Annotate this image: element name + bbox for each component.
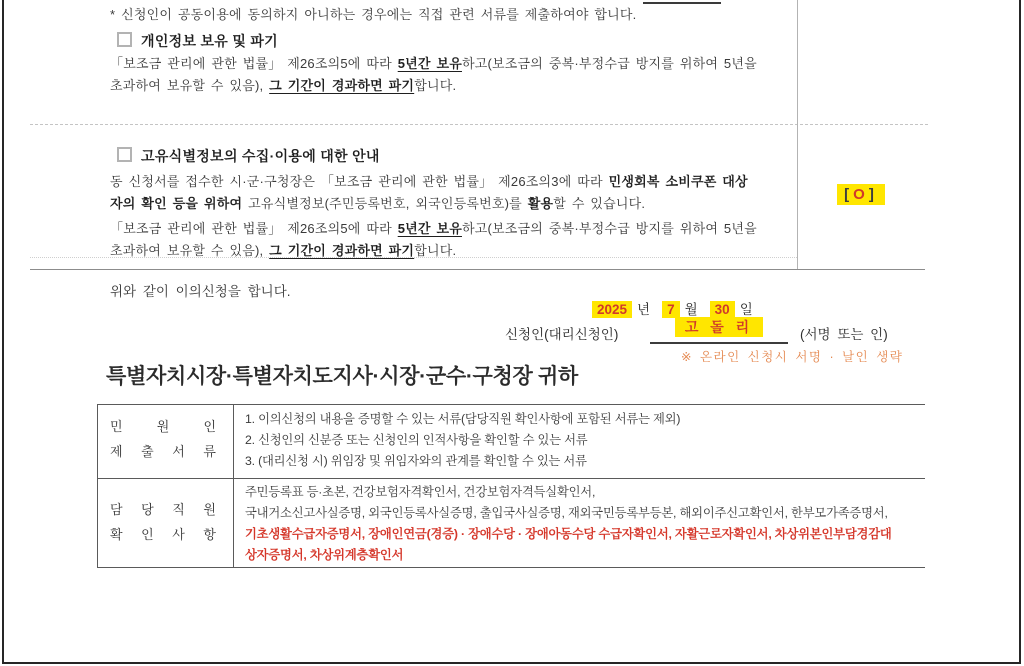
month-label: 월: [684, 302, 698, 317]
sign-or-seal-note: (서명 또는 인): [800, 327, 888, 342]
day-label: 일: [739, 302, 753, 317]
row2-header-cell: [110, 500, 216, 545]
unique-id-title-text: 고유식별정보의 수집·이용에 대한 안내: [141, 148, 380, 164]
table-border-left: [97, 404, 98, 567]
cell-bottom-dotted-line: [30, 257, 797, 258]
row2-header-line1: 담 당 직 원: [110, 502, 216, 517]
answer-bracket-close: ]: [868, 186, 878, 203]
year-label: 년: [637, 302, 651, 317]
page-frame-left: [2, 0, 4, 664]
unique-id-retention-line1: 「보조금 관리에 관한 법률」 제26조의5에 따라 5년간 보유하고(보조금의 중복·부정수급 방지를 위하여 5년을: [110, 221, 757, 236]
recipient-title: 특별자치시장·특별자치도지사·시장·군수·구청장 귀하: [106, 365, 578, 388]
row1-item: 1. 이의신청의 내용을 증명할 수 있는 서류(담당직원 확인사항에 포함된 서류는 제외): [245, 412, 681, 426]
answer-highlight: [837, 184, 885, 205]
row1-item: 3. (대리신청 시) 위임장 및 위임자와의 관계를 확인할 수 있는 서류: [245, 454, 587, 468]
row2-items: [245, 482, 892, 566]
table-border-middle: [97, 478, 925, 479]
row2-item-red: 상자증명서, 차상위계층확인서: [245, 548, 404, 562]
day-field[interactable]: 30: [710, 301, 735, 318]
row1-item: 2. 신청인의 신분증 또는 신청인의 인적사항을 확인할 수 있는 서류: [245, 433, 588, 447]
answer-bracket-open: [: [844, 186, 854, 203]
year-field[interactable]: 2025: [592, 301, 632, 318]
row2-item: 주민등록표 등·초본, 건강보험자격확인서, 건강보험자격득실확인서,: [245, 485, 596, 499]
page-frame-bottom: [2, 662, 1021, 664]
unique-id-use-line2: 자의 확인 등을 위하여 고유식별정보(주민등록번호, 외국인등록번호)를 활용할 수 있습니다.: [110, 196, 646, 211]
co-use-note: * 신청인이 공동이용에 동의하지 아니하는 경우에는 직접 관련 서류를 제출하여야 합니다.: [110, 7, 637, 22]
unique-id-retention-line2: 초과하여 보유할 수 있음), 그 기간이 경과하면 파기합니다.: [110, 243, 457, 258]
table-border-bottom: [97, 567, 925, 568]
unique-id-section-title: [117, 146, 380, 166]
checkbox-icon: [117, 32, 132, 47]
page-frame-right: [1019, 0, 1021, 664]
closing-statement: 위와 같이 이의신청을 합니다.: [110, 284, 291, 299]
date-line: [592, 298, 753, 318]
applicant-name-field[interactable]: [650, 317, 788, 344]
notice-table-bottom-border: [30, 269, 925, 270]
privacy-section-title: [117, 31, 278, 51]
month-field[interactable]: 7: [662, 301, 680, 318]
row2-item: 국내거소신고사실증명, 외국인등록사실증명, 출입국사실증명, 재외국민등록부등본, 해외이주신고확인서, 한부모가족증명서,: [245, 506, 888, 520]
applicant-name-value: 고 돌 리: [675, 317, 763, 337]
unique-id-use-line1: 동 신청서를 접수한 시·군·구청장은 「보조금 관리에 관한 법률」 제26조의3에 따라 민생회복 소비쿠폰 대상: [110, 174, 748, 189]
consent-answer-field[interactable]: [797, 186, 925, 203]
row2-header-line2: 확 인 사 항: [110, 527, 216, 542]
row1-header-line2: 제 출 서 류: [110, 444, 216, 459]
row1-items: [245, 409, 680, 472]
privacy-retention-line1: 「보조금 관리에 관한 법률」 제26조의5에 따라 5년간 보유하고(보조금의 중복·부정수급 방지를 위하여 5년을: [110, 56, 757, 71]
table-column-divider: [233, 404, 234, 567]
row1-header-cell: [110, 417, 216, 462]
applicant-label: 신청인(대리신청인): [505, 327, 619, 342]
privacy-retention-line2: 초과하여 보유할 수 있음), 그 기간이 경과하면 파기합니다.: [110, 78, 457, 93]
answer-column-divider: [797, 0, 798, 269]
online-application-note: ※ 온라인 신청시 서명 · 날인 생략: [681, 350, 904, 364]
checkbox-icon: [117, 147, 132, 162]
row1-header-line1: 민 원 인: [110, 419, 216, 434]
table-border-top: [97, 404, 925, 405]
answer-value: O: [853, 186, 869, 203]
row2-item-red: 기초생활수급자증명서, 장애인연금(경증) · 장애수당 · 장애아동수당 수급자확인서, 자활근로자확인서, 차상위본인부담경감대: [245, 527, 892, 541]
cutoff-underline-fragment: [643, 2, 721, 4]
privacy-title-text: 개인정보 보유 및 파기: [141, 33, 278, 49]
row-separator-dashed: [30, 124, 928, 125]
